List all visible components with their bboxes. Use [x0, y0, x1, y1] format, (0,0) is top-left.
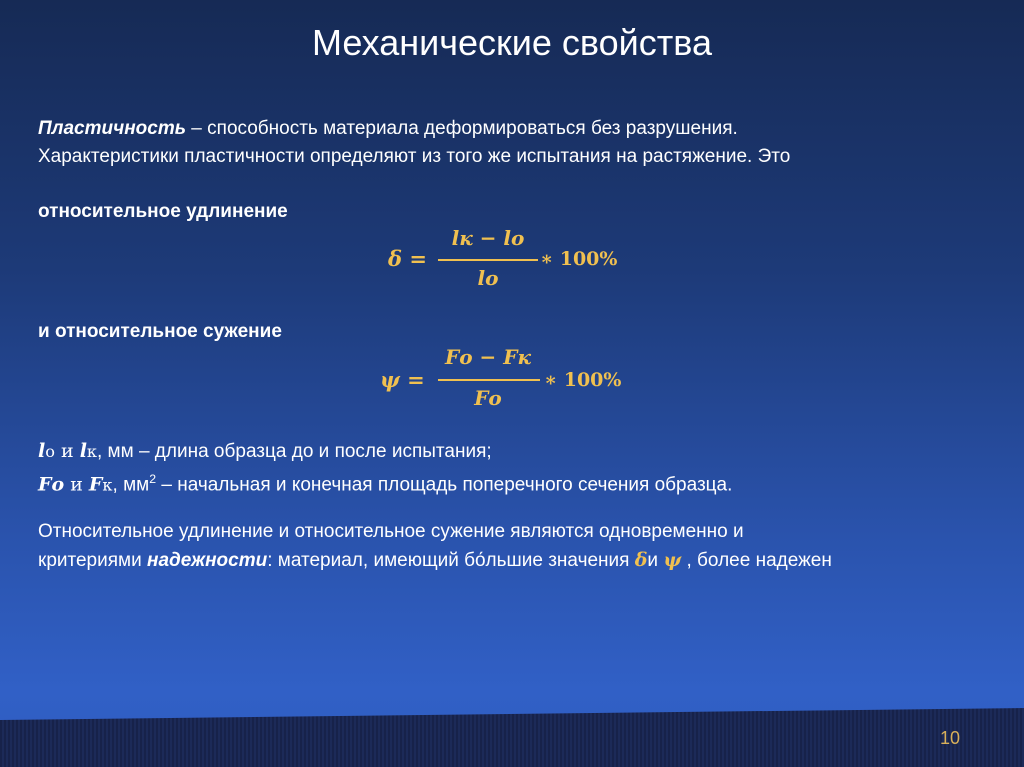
conclusion-line-2 — [38, 546, 832, 575]
formula-denominator: 𝒍𝒐 — [477, 266, 499, 290]
conclusion-line-1: Относительное удлинение и относительное сужение являются одновременно и — [38, 521, 744, 542]
fraction-bar — [438, 379, 540, 381]
legend-area-unit-sup: 2 — [149, 472, 157, 486]
conclusion-mid: : материал, имеющий бо́льшие значения — [267, 550, 635, 571]
page-number: 10 — [939, 728, 961, 748]
legend-and: и — [54, 440, 80, 462]
legend-area — [38, 465, 732, 499]
elongation-label: относительное удлинение — [38, 201, 288, 222]
slide-title: Механические свойства — [312, 22, 712, 63]
symbol-lk: 𝒍 — [79, 440, 87, 462]
conclusion-end: , более надежен — [681, 550, 832, 571]
conclusion-start: критериями — [38, 550, 147, 571]
symbol-l0-sub: о — [45, 442, 55, 461]
legend-area-unit: , мм — [112, 474, 150, 496]
legend-length — [38, 437, 492, 466]
symbol-lk-sub: к — [86, 442, 97, 461]
symbol-l0: 𝒍 — [38, 440, 46, 462]
legend-area-text: – начальная и конечная площадь поперечного сечения образца. — [156, 474, 733, 496]
decorative-floor-strip — [0, 706, 1024, 767]
plasticity-definition: – способность материала деформироваться без разрушения. — [186, 118, 738, 139]
fraction-bar — [438, 259, 538, 261]
formula-lhs: 𝜹 = — [388, 246, 427, 271]
conclusion-and: и — [647, 550, 664, 571]
contraction-formula — [380, 345, 660, 415]
contraction-label: и относительное сужение — [38, 321, 282, 342]
formula-multiplier: ∗ 𝟏𝟎𝟎% — [544, 369, 622, 391]
symbol-fk: 𝑭 — [88, 473, 103, 496]
symbol-delta: 𝜹 — [634, 549, 648, 571]
intro-line-1 — [38, 115, 738, 143]
formula-numerator: 𝒍к − 𝒍𝒐 — [451, 226, 525, 250]
legend-length-text: , мм – длина образца до и после испытания; — [97, 441, 492, 462]
symbol-fk-sub: к — [102, 475, 113, 495]
legend-and: и — [64, 473, 89, 496]
symbol-f0: 𝑭𝒐 — [38, 473, 65, 496]
formula-lhs: 𝝍 = — [380, 367, 425, 392]
conclusion-emphasis: надежности — [146, 550, 268, 571]
intro-line-2: Характеристики пластичности определяют из того же испытания на растяжение. Это — [38, 146, 791, 167]
formula-denominator: 𝑭𝒐 — [474, 386, 502, 410]
symbol-psi: 𝝍 — [663, 549, 682, 571]
formula-numerator: 𝑭𝒐 − 𝑭к — [445, 345, 531, 369]
elongation-formula — [388, 226, 648, 294]
term-plasticity: Пластичность — [38, 118, 187, 139]
formula-multiplier: ∗ 𝟏𝟎𝟎% — [540, 248, 618, 270]
